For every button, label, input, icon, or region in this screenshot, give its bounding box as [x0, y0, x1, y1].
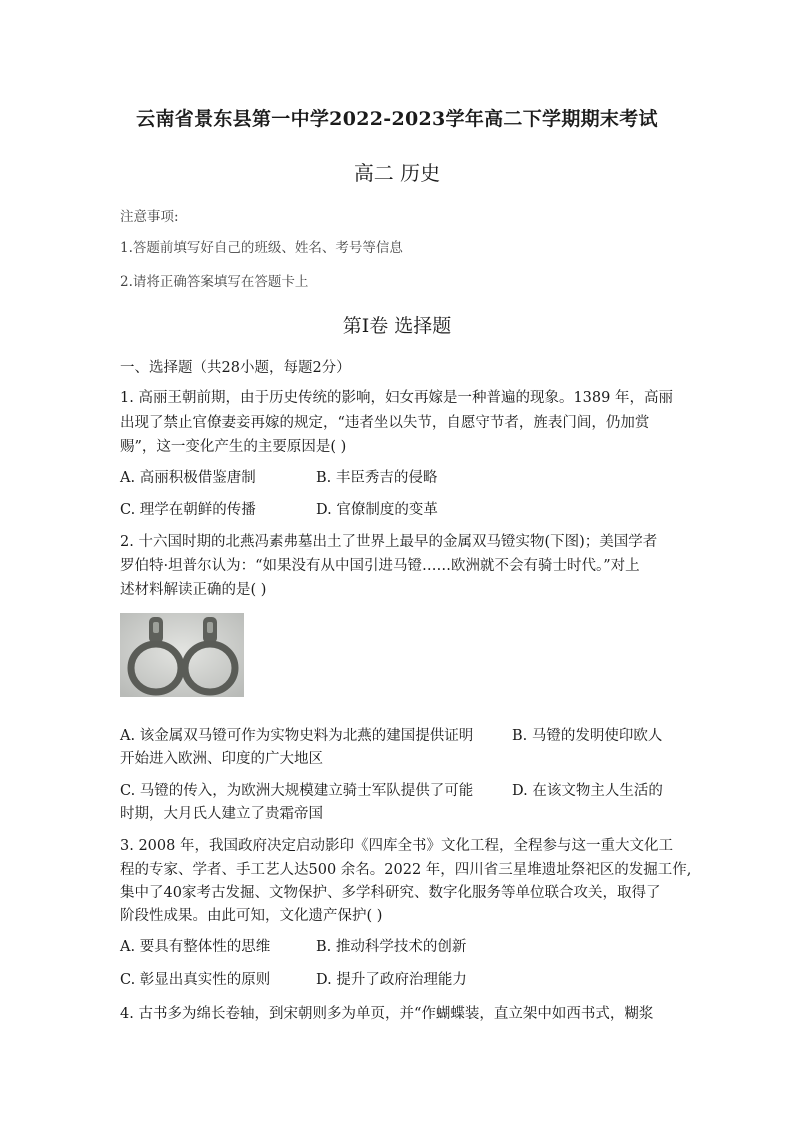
question-3-option-b: B. 推动科学技术的创新 — [316, 939, 467, 955]
question-3-line-2: 程的专家、学者、手工艺人达500 余名。2022 年，四川省三星堆遗址祭祀区的发掘工作, — [120, 862, 692, 878]
question-1-option-c: C. 理学在朝鲜的传播 — [120, 502, 256, 518]
question-3-line-1: 3. 2008 年，我国政府决定启动影印《四库全书》文化工程，全程参与这一重大文化工 — [120, 838, 673, 854]
question-1-line-3: 赐”，这一变化产生的主要原因是( ) — [120, 439, 347, 455]
note-item-1: 1.答题前填写好自己的班级、姓名、考号等信息 — [120, 240, 403, 256]
question-2-option-d: D. 在该文物主人生活的 — [512, 783, 663, 799]
exam-title: 云南省景东县第一中学2022-2023学年高二下学期期末考试 — [136, 108, 658, 130]
question-1-option-a: A. 高丽积极借鉴唐制 — [120, 470, 256, 486]
question-2-option-b: B. 马镫的发明使印欧人 — [512, 728, 663, 744]
question-3-option-d: D. 提升了政府治理能力 — [316, 972, 467, 988]
question-2-option-a: A. 该金属双马镫可作为实物史料为北燕的建国提供证明 — [120, 728, 474, 744]
question-3-option-c: C. 彰显出真实性的原则 — [120, 972, 271, 988]
question-2-option-c: C. 马镫的传入，为欧洲大规模建立骑士军队提供了可能 — [120, 783, 474, 799]
question-1-line-1: 1. 高丽王朝前期，由于历史传统的影响，妇女再嫁是一种普遍的现象。1389 年，高丽 — [120, 390, 673, 406]
question-1-option-d: D. 官僚制度的变革 — [316, 502, 438, 518]
section-instructions: 一、选择题（共28小题，每题2分） — [120, 360, 351, 376]
question-3-option-a: A. 要具有整体性的思维 — [120, 939, 271, 955]
question-2-line-2: 罗伯特·坦普尔认为：“如果没有从中国引进马镫……欧洲就不会有骑士时代。”对上 — [120, 558, 640, 574]
question-4-line-1: 4. 古书多为绵长卷轴，到宋朝则多为单页，并“作蝴蝶装，直立架中如西书式，糊浆 — [120, 1006, 654, 1022]
question-2-line-3: 述材料解读正确的是( ) — [120, 582, 267, 598]
question-2-option-b-cont: 开始进入欧洲、印度的广大地区 — [120, 751, 323, 767]
section-title: 第Ⅰ卷 选择题 — [342, 315, 452, 337]
question-2-option-d-cont: 时期，大月氏人建立了贵霜帝国 — [120, 806, 323, 822]
question-1-option-b: B. 丰臣秀吉的侵略 — [316, 470, 438, 486]
question-2-line-1: 2. 十六国时期的北燕冯素弗墓出土了世界上最早的金属双马镫实物(下图)；美国学者 — [120, 534, 658, 550]
question-3-line-3: 集中了40家考古发掘、文物保护、多学科研究、数字化服务等单位联合攻关，取得了 — [120, 885, 661, 901]
notes-heading: 注意事项: — [120, 209, 179, 225]
exam-subtitle: 高二 历史 — [353, 161, 441, 185]
question-3-line-4: 阶段性成果。由此可知，文化遗产保护( ) — [120, 908, 383, 924]
question-1-line-2: 出现了禁止官僚妻妾再嫁的规定，“违者坐以失节，自愿守节者，旌表门闾，仍加赏 — [120, 415, 650, 431]
stirrups-photo — [120, 613, 244, 697]
note-item-2: 2.请将正确答案填写在答题卡上 — [120, 274, 309, 290]
